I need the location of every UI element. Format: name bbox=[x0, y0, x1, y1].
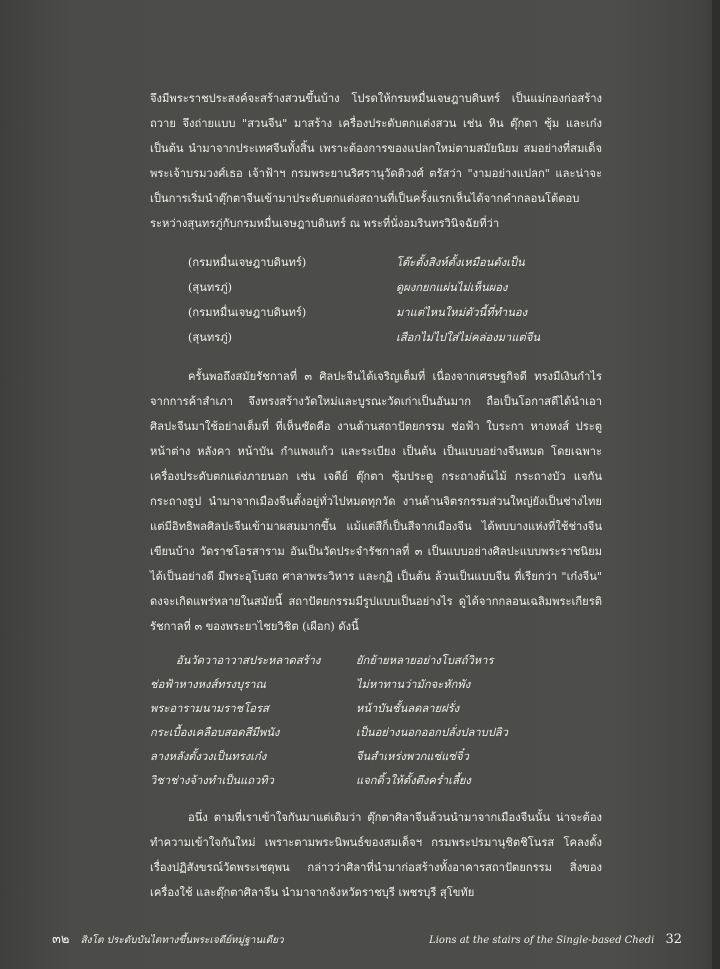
verse-first-half: กระเบื้องเคลือบสอดสีมีพนัง bbox=[150, 726, 280, 739]
footer-left bbox=[52, 928, 284, 949]
poem-speaker: (สุนทรภู่) bbox=[188, 281, 232, 294]
poem-speaker: (กรมหมื่นเจษฎาบดินทร์) bbox=[188, 256, 307, 269]
verse-first-half: ช่อฟ้าหางหงส์ทรงบุราณ bbox=[150, 678, 266, 691]
poem-verse-row bbox=[150, 745, 602, 769]
poem-line: มาแต่ไหนใหม่ตัวนี้ที่ทำนอง bbox=[396, 306, 528, 319]
poem-dialogue-row bbox=[188, 250, 602, 275]
arabic-page-number: 32 bbox=[665, 932, 682, 947]
page-footer bbox=[52, 928, 682, 949]
poem-verse-row bbox=[150, 649, 602, 673]
poem-verse bbox=[150, 649, 602, 793]
verse-second-half: แจกดิ้วให้ตั้งตึงคร่ำเลี้ยง bbox=[356, 774, 471, 787]
poem-line: โต๊ะตั้งสิงห์ตั้งเหมือนดังเป็น bbox=[396, 256, 525, 269]
poem-verse-row bbox=[150, 673, 602, 697]
paragraph-1: จึงมีพระราชประสงค์จะสร้างสวนขึ้นบ้าง โปรดให้กรมหมื่นเจษฎาบดินทร์ เป็นแม่กองก่อสร้างถวาย จึงถ่ายแบบ "สวนจีน" มาสร้าง เครื่องประดับตกแต่งสวน เช่น หิน ตุ๊กตา ซุ้ม และเก๋ง เป็นต้น นำมาจากประเทศจีนทั้งสิ้น เพราะต้องการของแปลกใหม่ตามสมัยนิยม สมอย่างที่สมเด็จพระเจ้าบรมวงศ์เธอ เจ้าฟ้าฯ กรมพระยานริศรานุวัดติวงศ์ ตรัสว่า "งามอย่างแปลก" และน่าจะเป็นการเริ่มนำตุ๊กตาจีนเข้ามาประดับตกแต่งสถานที่เป็นครั้งแรกเห็นได้จากคำกลอนโต้ตอบระหว่างสุนทรภู่กับกรมหมื่นเจษฎาบดินทร์ ณ พระที่นั่งอมรินทรวินิจฉัยที่ว่า bbox=[150, 92, 602, 230]
poem-speaker: (สุนทรภู่) bbox=[188, 331, 232, 344]
verse-second-half: ยักย้ายหลายอย่างโบสถ์วิหาร bbox=[356, 654, 494, 667]
verse-first-half: พระอารามนามราชโอรส bbox=[150, 702, 269, 715]
poem-line: เสือกไม่ไปใส่ไม่คล่องมาแต่จีน bbox=[396, 331, 541, 344]
poem-dialogue-row bbox=[188, 275, 602, 300]
verse-first-half: วิชาช่างจ้างทำเป็นแถวทิว bbox=[150, 774, 274, 787]
poem-speaker: (กรมหมื่นเจษฎาบดินทร์) bbox=[188, 306, 307, 319]
verse-second-half: ไม่หาทานว่ามักจะหักพัง bbox=[356, 678, 471, 691]
poem-line: ดูผงกยกแผ่นไม่เห็นผอง bbox=[396, 281, 508, 294]
poem-verse-row bbox=[150, 697, 602, 721]
poem-dialogue bbox=[188, 250, 602, 350]
verse-second-half: เป็นอย่างนอกออกปลั่งปลาบปลิว bbox=[356, 726, 508, 739]
footer-right bbox=[429, 932, 682, 947]
verse-first-half: ลางหลังตั้งวงเป็นทรงเก๋ง bbox=[150, 750, 267, 763]
footer-thai-title: สิงโต ประดับบันไดทางขึ้นพระเจดีย์หมู่ฐานเดียว bbox=[80, 935, 284, 946]
paragraph-2: ครั้นพอถึงสมัยรัชกาลที่ ๓ ศิลปะจีนได้เจริญเต็มที่ เนื่องจากเศรษฐกิจดี ทรงมีเงินกำไรจากการค้าสำเภา จึงทรงสร้างวัดใหม่และบูรณะวัดเก่าเป็นอันมาก ถือเป็นโอกาสดีได้นำเอาศิลปะจีนมาใช้อย่างเต็มที่ ที่เห็นชัดคือ งานด้านสถาปัตยกรรม ช่อฟ้า ใบระกา หางหงส์ ประตู หน้าต่าง หลังคา หน้าบัน กำแพงแก้ว และระเบียง เป็นต้น เป็นแบบอย่างจีนหมด โดยเฉพาะเครื่องประดับตกแต่งภายนอก เช่น เจดีย์ ตุ๊กตา ซุ้มประตู กระถางต้นไม้ กระถางบัว แจกัน กระถางธูป นำมาจากเมืองจีนตั้งอยู่ทั่วไปหมดทุกวัด งานด้านจิตรกรรมส่วนใหญ่ยังเป็นช่างไทยแต่มีอิทธิพลศิลปะจีนเข้ามาผสมมากขึ้น แม้แต่สีก็เป็นสีจากเมืองจีน ได้พบบางแห่งที่ใช้ช่างจีนเขียนบ้าง วัดราชโอรสาราม อันเป็นวัดประจำรัชกาลที่ ๓ เป็นแบบอย่างศิลปะแบบพระราชนิยมได้เป็นอย่างดี มีพระอุโบสถ ศาลาพระวิหาร และกุฏิ เป็นต้น ล้วนเป็นแบบจีน ที่เรียกว่า "เก๋งจีน" ดงจะเกิดแพร่หลายในสมัยนี้ สถาปัตยกรรมมีรูปแบบเป็นอย่างไร ดูได้จากกลอนเฉลิมพระเกียรติ รัชกาลที่ ๓ ของพระยาไชยวิชิต (เผือก) ดังนี้ bbox=[150, 370, 602, 633]
article-body bbox=[150, 86, 602, 905]
thai-page-number: ๓๒ bbox=[52, 932, 70, 947]
book-spine-edge bbox=[712, 0, 720, 969]
verse-first-half: อันวัดวาอาวาสประหลาดสร้าง bbox=[176, 654, 321, 667]
verse-second-half: จีนสำเหร่งพวกแซ่แซ่จิ๋ว bbox=[356, 750, 469, 763]
verse-second-half: หน้าบันชั้นลดลายฝรั่ง bbox=[356, 702, 460, 715]
poem-dialogue-row bbox=[188, 300, 602, 325]
footer-english-title: Lions at the stairs of the Single-based Chedi bbox=[429, 935, 655, 946]
poem-verse-row bbox=[150, 769, 602, 793]
poem-dialogue-row bbox=[188, 325, 602, 350]
paragraph-3: อนึ่ง ตามที่เราเข้าใจกันมาแต่เดิมว่า ตุ๊กตาศิลาจีนล้วนนำมาจากเมืองจีนนั้น น่าจะต้องทำความเข้าใจกันใหม่ เพราะตามพระนิพนธ์ของสมเด็จฯ กรมพระปรมานุชิตชิโนรส โคลงดั้งเรื่องปฏิสังขรณ์วัดพระเชตุพน กล่าวว่าศิลาที่นำมาก่อสร้างทั้งอาคารสถาปัตยกรรม สิ่งของเครื่องใช้ และตุ๊กตาศิลาจีน นำมาจากจังหวัดราชบุรี เพชรบุรี สุโขทัย bbox=[150, 811, 602, 899]
poem-verse-row bbox=[150, 721, 602, 745]
